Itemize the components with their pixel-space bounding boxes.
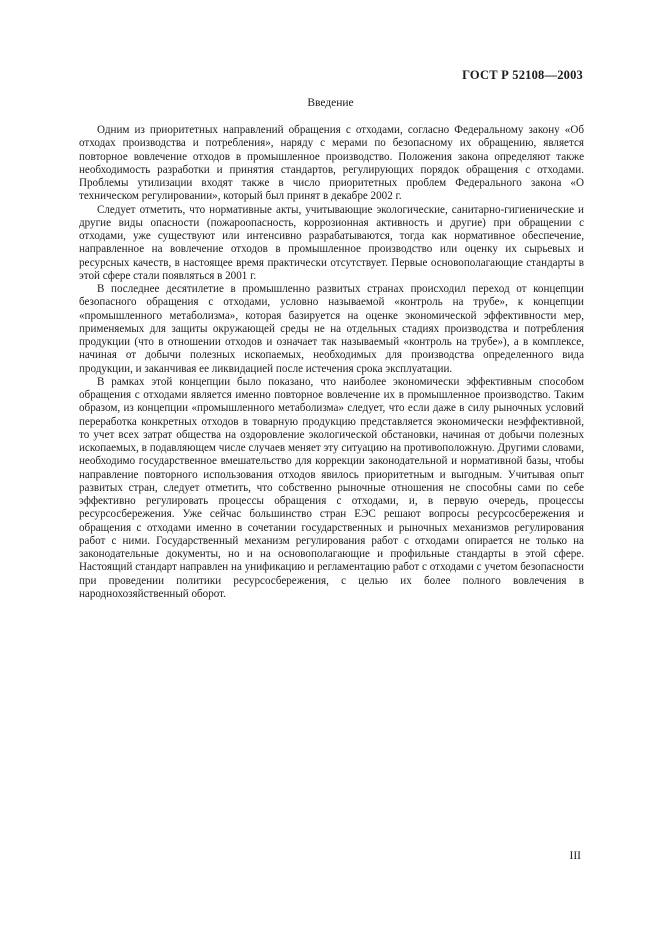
paragraph-2: Следует отметить, что нормативные акты, учитывающие экологические, санитарно-гигиенические и другие виды опасности (пожароопасность, коррозионная активность и другие) при обращении с отходами, уже существуют или интенсивно разрабатываются, тогда как нормативное обеспечение, направленное на вовлечение отходов в промышленное производство или оценку их сырьевых и ресурсных качеств, в настоящее время практически отсутствует. Первые основополагающие стандарты в этой сфере стали появляться в 2001 г. [79,203,584,282]
paragraph-3: В последнее десятилетие в промышленно развитых странах происходил переход от концепции безопасного обращения с отходами, условно называемой «контроль на трубе», к концепции «промышленного метаболизма», которая базируется на оценке экономической эффективности мер, применяемых для защиты окружающей среды не на отдельных стадиях производства и потребления продукции (что в отношении отходов и означает так называемый «контроль на трубе»), а в комплексе, начиная от добычи полезных ископаемых, необходимых для производства определенного вида продукции, и заканчивая ее ликвидацией после истечения срока эксплуатации. [79,283,584,375]
page-number: III [569,850,581,862]
section-title: Введение [307,97,354,109]
paragraph-1: Одним из приоритетных направлений обращения с отходами, согласно Федеральному закону «Об отходах производства и потребления», наряду с мерами по безопасному их обращению, является повторное вовлечение отходов в промышленное производство. Положения закона определяют также необходимость разработки и принятия стандартов, регулирующих порядок обращения с отходами. Проблемы утилизации входят также в число приоритетных проблем Федерального закона «О техническом регулировании», который был принят в декабре 2002 г. [79,124,584,203]
body-text [79,124,584,601]
paragraph-4: В рамках этой концепции было показано, что наиболее экономически эффективным способом обращения с отходами является именно повторное вовлечение их в промышленное производство. Таким образом, из концепции «промышленного метаболизма» следует, что если даже в силу рыночных условий переработка конкретных отходов в товарную продукцию представляется экономически неэффективной, то учет всех затрат общества на оздоровление экологической обстановки, начиная от добычи полезных ископаемых, в подавляющем числе случаев меняет эту ситуацию на противоположную. Другими словами, необходимо государственное вмешательство для коррекции законодательной и нормативной базы, чтобы направление повторного использования отходов явилось приоритетным и выгодным. Учитывая опыт развитых стран, следует отметить, что собственно рыночные отношения не способны сами по себе эффективно регулировать процессы обращения с отходами, и, в первую очередь, процессы ресурсосбережения. Уже сейчас большинство стран ЕЭС решают вопросы ресурсосбережения и обращения с отходами именно в сочетании государственных и рыночных механизмов регулирования работ с ними. Государственный механизм регулирования работ с отходами опирается не только на законодательные документы, но и на основополагающие и профильные стандарты в этой сфере. Настоящий стандарт направлен на унификацию и регламентацию работ с отходами с учетом безопасности при проведении политики ресурсосбережения, с целью их более полного вовлечения в народнохозяйственный оборот. [79,375,584,600]
document-id: ГОСТ Р 52108—2003 [462,68,583,82]
